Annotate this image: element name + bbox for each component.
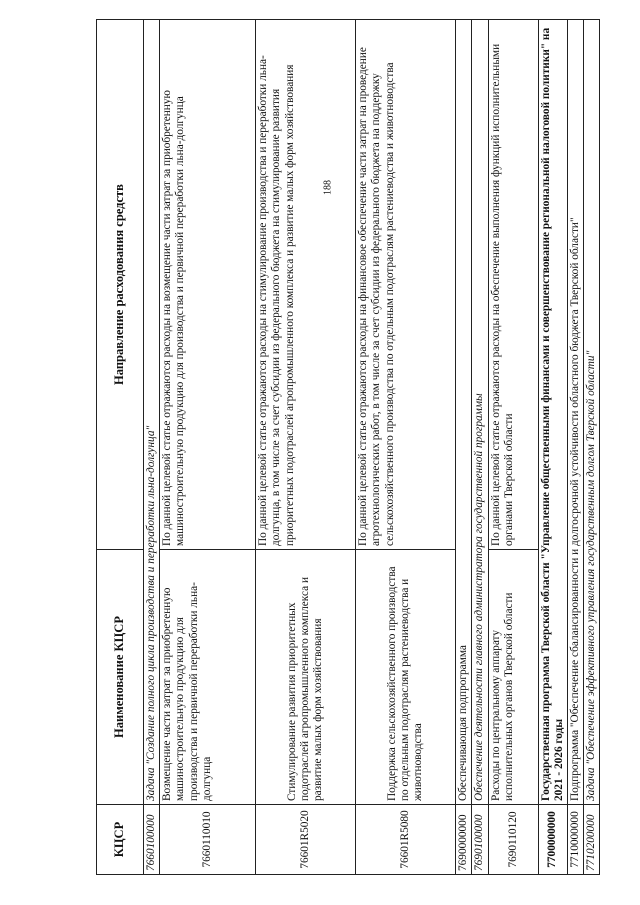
table-row — [584, 20, 600, 875]
row-span-text: Государственная программа Тверской области "Управление общественными финансами и совершенствование региональной налоговой политики" на 2021 - 2026 годы — [538, 20, 567, 805]
table-row — [488, 20, 538, 875]
row-direction: По данной целевой статье отражаются расходы на возмещение части затрат за приобретенную машиностроительную продукцию для производства и первичной переработки льна-долгунца — [160, 20, 256, 550]
row-span-text: Обеспечение деятельности главного администратора государственной программы — [472, 20, 488, 805]
table-row — [456, 20, 472, 875]
header-direction: Направление расходования средств — [97, 20, 144, 550]
table-row — [356, 20, 456, 875]
row-code: 7690000000 — [456, 805, 472, 875]
page-number: 188 — [322, 180, 334, 195]
row-name: Стимулирование развития приоритетных подотраслей агропромышленного комплекса и развитие малых форм хозяйствования — [256, 550, 356, 805]
row-direction: По данной целевой статье отражаются расходы на обеспечение выполнения функций исполнительными органами Тверской области — [488, 20, 538, 550]
header-code: КЦСР — [97, 805, 144, 875]
table-header-row — [97, 20, 144, 875]
table-row — [256, 20, 356, 875]
row-name: Поддержка сельскохозяйственного производства по отдельным подотраслям растениеводства и животноводства — [356, 550, 456, 805]
row-span-text: Обеспечивающая подпрограмма — [456, 20, 472, 805]
table-container — [96, 20, 621, 875]
row-name: Возмещение части затрат за приобретенную машиностроительную продукцию для производства и первичной переработки льна-долгунца — [160, 550, 256, 805]
row-code: 7700000000 — [538, 805, 567, 875]
row-code: 76601R5020 — [256, 805, 356, 875]
row-code: 7690110120 — [488, 805, 538, 875]
row-direction: По данной целевой статье отражаются расходы на стимулирование производства и переработки льна-долгунца, в том числе за счет субсидии из федерального бюджета на стимулирование развития приоритетных подотраслей агропромышленного комплекса и развитие малых форм хозяйствования — [256, 20, 356, 550]
row-name: Расходы по центральному аппарату исполнительных органов Тверской области — [488, 550, 538, 805]
row-direction: По данной целевой статье отражаются расходы на финансовое обеспечение части затрат на проведение агротехнологических работ, в том числе за счет субсидии из федерального бюджета на поддержку сельскохозяйственного производства по отдельным подотраслям растениеводства и животноводства — [356, 20, 456, 550]
table-row — [538, 20, 567, 875]
row-span-text: Задача "Обеспечение эффективного управления государственным долгом Тверской области" — [584, 20, 600, 805]
table-row — [568, 20, 584, 875]
row-code: 7690100000 — [472, 805, 488, 875]
table-row — [160, 20, 256, 875]
table-row — [472, 20, 488, 875]
rotated-table-area — [96, 20, 621, 875]
row-code: 76601R5080 — [356, 805, 456, 875]
row-code: 7660110010 — [160, 805, 256, 875]
row-span-text: Задача "Создание полного цикла производства и переработки льна-долгунца" — [144, 20, 160, 805]
row-span-text: Подпрограмма "Обеспечение сбалансированности и долгосрочной устойчивости областного бюджета Тверской области" — [568, 20, 584, 805]
row-code: 7710000000 — [568, 805, 584, 875]
header-name: Наименование КЦСР — [97, 550, 144, 805]
row-code: 7660100000 — [144, 805, 160, 875]
kcsr-table — [96, 19, 600, 875]
row-code: 7710200000 — [584, 805, 600, 875]
table-row — [144, 20, 160, 875]
